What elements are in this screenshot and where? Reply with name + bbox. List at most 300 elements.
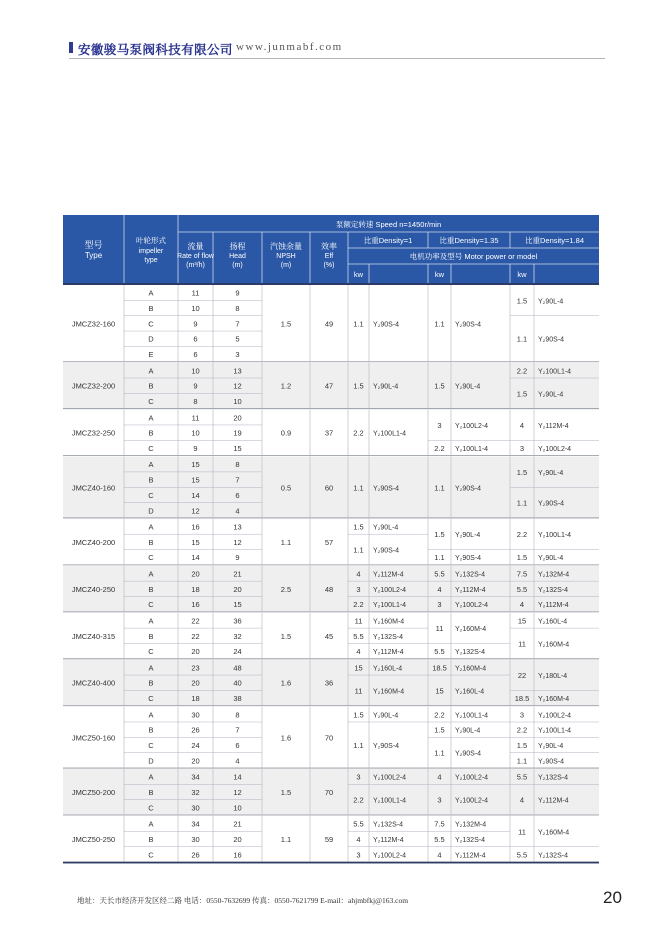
head-cell: 21: [233, 819, 242, 829]
flow-cell: 30: [191, 710, 200, 720]
motor-density2-kw-cell: 2.2: [434, 710, 445, 720]
motor-density2-kw-cell: 1.5: [434, 725, 445, 735]
flow-cell: 10: [191, 366, 200, 376]
motor-density2-model-cell: Y₂90S-4: [455, 750, 482, 758]
motor-density3-kw-cell: 15: [517, 616, 527, 626]
motor-density3-kw-cell: 2.2: [516, 725, 528, 735]
flow-cell: 16: [191, 600, 200, 610]
header-kw-3: kw: [517, 270, 527, 279]
motor-density3-kw-cell: 4: [519, 600, 525, 610]
motor-density1-kw-cell: 5.5: [353, 631, 364, 641]
npsh-cell: 0.9: [280, 428, 292, 438]
motor-density1-kw-cell: 11: [354, 686, 363, 696]
header-density-2: 比重Density=1.35: [439, 236, 499, 245]
head-cell: 6: [235, 741, 240, 751]
motor-density1-model-cell: Y₂132S-4: [373, 821, 403, 829]
impeller-cell: C: [148, 694, 154, 704]
impeller-cell: C: [148, 647, 154, 657]
motor-density1-kw-cell: 2.2: [353, 795, 364, 805]
motor-density3-model-cell: Y₂90S-4: [538, 758, 565, 766]
motor-density3-kw-cell: 22: [517, 671, 527, 681]
motor-density1-kw-cell: 1.5: [353, 522, 364, 532]
motor-density2-kw-cell: 1.1: [434, 553, 445, 563]
impeller-cell: C: [148, 397, 154, 407]
flow-cell: 15: [191, 537, 200, 547]
flow-cell: 12: [191, 506, 200, 516]
motor-density2-kw-cell: 1.5: [434, 530, 445, 540]
footer-contact: 地址：天长市经济开发区经二路 电话：0550-7632699 传真：0550-7621799 E-mail：ahjmbfkj@163.com: [77, 896, 409, 905]
motor-density3-kw-cell: 5.5: [516, 584, 528, 594]
impeller-cell: B: [148, 834, 154, 844]
impeller-cell: A: [148, 772, 154, 782]
motor-density2-kw-cell: 2.2: [434, 443, 445, 453]
motor-density1-model-cell: Y₂160L-4: [373, 665, 403, 673]
head-cell: 8: [235, 460, 240, 470]
head-cell: 24: [233, 647, 242, 657]
motor-density2-kw-cell: 1.1: [434, 319, 445, 329]
motor-density3-kw-cell: 1.5: [516, 553, 528, 563]
motor-density1-model-cell: Y₂100L2-4: [373, 586, 407, 594]
flow-cell: 10: [191, 304, 200, 314]
head-cell: 32: [233, 631, 242, 641]
motor-density1-kw-cell: 2.2: [353, 428, 364, 438]
header-head-cn: 扬程: [229, 242, 246, 251]
motor-density1-kw-cell: 1.5: [353, 381, 364, 391]
motor-density3-kw-cell: 2.2: [516, 530, 528, 540]
header-head-unit: (m): [232, 262, 243, 269]
npsh-cell: 1.5: [280, 631, 292, 641]
impeller-cell: B: [148, 381, 154, 391]
flow-cell: 6: [193, 350, 198, 360]
head-cell: 19: [233, 428, 242, 438]
motor-density3-model-cell: Y₂90S-4: [538, 336, 565, 344]
motor-density3-model-cell: Y₂90L-4: [538, 298, 564, 306]
impeller-cell: A: [148, 819, 154, 829]
impeller-cell: D: [148, 756, 154, 766]
motor-density3-model-cell: Y₂90L-4: [538, 391, 564, 399]
motor-density1-kw-cell: 2.2: [353, 600, 364, 610]
motor-density1-kw-cell: 4: [356, 834, 361, 844]
motor-density1-model-cell: Y₂90L-4: [373, 524, 399, 532]
head-cell: 3: [235, 350, 240, 360]
header-flow-unit: (m³/h): [186, 262, 205, 269]
model-cell: JMCZ50-200: [71, 787, 116, 797]
motor-density1-kw-cell: 3: [356, 584, 361, 594]
flow-cell: 11: [191, 288, 200, 298]
table-bottom-rule: [63, 862, 599, 864]
motor-density2-kw-cell: 3: [437, 600, 442, 610]
motor-density3-model-cell: Y₂180L-4: [538, 673, 568, 681]
flow-cell: 22: [191, 631, 200, 641]
motor-density2-model-cell: Y₂132M-4: [455, 821, 487, 829]
eff-cell: 36: [324, 678, 334, 688]
head-cell: 7: [235, 725, 240, 735]
header-divider: [69, 58, 605, 59]
npsh-cell: 2.5: [280, 584, 292, 594]
motor-density2-model-cell: Y₂90S-4: [455, 485, 482, 493]
page-number: 20: [603, 888, 622, 907]
head-cell: 10: [233, 397, 242, 407]
motor-density1-model-cell: Y₂100L1-4: [373, 430, 407, 438]
flow-cell: 9: [193, 381, 198, 391]
motor-density1-model-cell: Y₂112M-4: [373, 649, 404, 657]
flow-cell: 32: [191, 787, 200, 797]
header-motor: 电机功率及型号 Motor power or model: [409, 252, 538, 261]
impeller-cell: B: [148, 475, 154, 485]
header-kw-1: kw: [353, 270, 364, 279]
motor-density2-model-cell: Y₂160L-4: [455, 688, 485, 696]
motor-density2-kw-cell: 11: [435, 624, 444, 634]
model-cell: JMCZ32-250: [71, 428, 116, 438]
motor-density1-model-cell: Y₂90S-4: [373, 743, 400, 751]
pump-performance-table: [63, 215, 599, 860]
eff-cell: 70: [324, 733, 334, 743]
header-flow-en: Rate of flow: [177, 253, 214, 260]
motor-density2-kw-cell: 18.5: [432, 663, 447, 673]
eff-cell: 57: [324, 537, 334, 547]
motor-density3-model-cell: Y₂100L2-4: [538, 712, 572, 720]
impeller-cell: B: [148, 787, 154, 797]
motor-density2-kw-cell: 5.5: [434, 647, 445, 657]
motor-density3-kw-cell: 1.5: [516, 389, 528, 399]
motor-density1-kw-cell: 3: [356, 850, 361, 860]
eff-cell: 70: [324, 787, 334, 797]
motor-density3-kw-cell: 1.1: [516, 498, 528, 508]
head-cell: 9: [235, 288, 240, 298]
flow-cell: 9: [193, 443, 198, 453]
motor-density1-kw-cell: 5.5: [353, 819, 364, 829]
impeller-cell: C: [148, 850, 154, 860]
motor-density3-model-cell: Y₂112M-4: [538, 602, 569, 610]
impeller-cell: C: [148, 741, 154, 751]
motor-density2-model-cell: Y₂112M-4: [455, 852, 486, 860]
company-name: 安徽骏马泵阀科技有限公司: [78, 43, 233, 57]
motor-density3-model-cell: Y₂90L-4: [538, 469, 564, 477]
impeller-cell: A: [148, 460, 154, 470]
motor-density3-kw-cell: 2.2: [516, 366, 528, 376]
table-graphic: [63, 215, 599, 860]
impeller-cell: B: [148, 304, 154, 314]
npsh-cell: 1.5: [280, 787, 292, 797]
head-cell: 8: [235, 304, 240, 314]
impeller-cell: C: [148, 490, 154, 500]
motor-density1-model-cell: Y₂90S-4: [373, 485, 400, 493]
flow-cell: 23: [191, 663, 200, 673]
impeller-cell: A: [148, 366, 154, 376]
npsh-cell: 1.6: [280, 678, 292, 688]
impeller-cell: C: [148, 443, 154, 453]
flow-cell: 24: [191, 741, 200, 751]
motor-density2-kw-cell: 4: [437, 584, 442, 594]
motor-density2-kw-cell: 1.1: [434, 483, 445, 493]
head-cell: 20: [233, 584, 242, 594]
motor-density1-kw-cell: 1.1: [353, 483, 364, 493]
flow-cell: 16: [191, 522, 200, 532]
motor-density2-kw-cell: 3: [437, 795, 442, 805]
model-cell: JMCZ40-400: [71, 678, 116, 688]
motor-density2-model-cell: Y₂160M-4: [455, 665, 487, 673]
motor-density1-kw-cell: 4: [356, 647, 361, 657]
motor-density1-model-cell: Y₂160M-4: [373, 618, 405, 626]
impeller-cell: C: [148, 319, 154, 329]
model-cell: JMCZ32-200: [71, 381, 116, 391]
npsh-cell: 1.6: [280, 733, 292, 743]
motor-density3-model-cell: Y₂100L1-4: [538, 368, 572, 376]
npsh-cell: 1.5: [280, 319, 292, 329]
motor-density3-model-cell: Y₂132S-4: [538, 774, 568, 782]
impeller-cell: B: [148, 537, 154, 547]
motor-density2-model-cell: Y₂112M-4: [455, 586, 486, 594]
motor-density3-kw-cell: 18.5: [514, 694, 530, 704]
header-model-cn: 型号: [84, 240, 103, 250]
header-eff-unit: (%): [323, 262, 335, 269]
header-density-3: 比重Density=1.84: [525, 236, 584, 245]
motor-density2-kw-cell: 7.5: [434, 819, 445, 829]
impeller-cell: A: [148, 288, 154, 298]
impeller-cell: A: [148, 413, 154, 423]
motor-density2-model-cell: Y₂90L-4: [455, 532, 481, 540]
motor-density3-kw-cell: 5.5: [516, 772, 528, 782]
npsh-cell: 1.1: [280, 537, 292, 547]
flow-cell: 6: [193, 334, 198, 344]
head-cell: 13: [233, 522, 242, 532]
header-flow-cn: 流量: [187, 242, 204, 251]
impeller-cell: A: [148, 616, 154, 626]
model-cell: JMCZ40-250: [71, 584, 116, 594]
motor-density3-kw-cell: 11: [518, 639, 526, 649]
head-cell: 4: [235, 756, 240, 766]
motor-density2-model-cell: Y₂100L2-4: [455, 602, 489, 610]
header-impeller-en1: impeller: [138, 248, 164, 255]
motor-density1-model-cell: Y₂90S-4: [373, 321, 400, 329]
motor-density1-model-cell: Y₂100L2-4: [373, 852, 407, 860]
flow-cell: 11: [191, 413, 200, 423]
motor-density3-kw-cell: 1.1: [516, 334, 528, 344]
flow-cell: 20: [191, 678, 200, 688]
motor-density2-kw-cell: 5.5: [434, 834, 445, 844]
head-cell: 21: [233, 569, 242, 579]
header-npsh-cn: 汽蚀余量: [270, 242, 302, 251]
head-cell: 40: [233, 678, 242, 688]
head-cell: 7: [235, 319, 240, 329]
head-cell: 20: [233, 413, 242, 423]
motor-density2-model-cell: Y₂132S-4: [455, 836, 485, 844]
motor-density2-model-cell: Y₂90L-4: [455, 383, 481, 391]
flow-cell: 26: [191, 850, 200, 860]
header-npsh-unit: (m): [280, 262, 292, 269]
flow-cell: 20: [191, 756, 200, 766]
model-cell: JMCZ40-160: [71, 483, 116, 493]
motor-density1-model-cell: Y₂100L1-4: [373, 797, 407, 805]
motor-density2-model-cell: Y₂90S-4: [455, 321, 482, 329]
flow-cell: 18: [191, 694, 200, 704]
motor-density1-model-cell: Y₂100L1-4: [373, 602, 407, 610]
motor-density3-model-cell: Y₂100L1-4: [538, 532, 572, 540]
flow-cell: 20: [191, 647, 200, 657]
motor-density3-kw-cell: 3: [519, 710, 525, 720]
impeller-cell: B: [148, 631, 154, 641]
header-impeller-cn: 叶轮形式: [136, 236, 166, 245]
eff-cell: 37: [324, 428, 334, 438]
head-cell: 12: [233, 537, 242, 547]
motor-density3-kw-cell: 1.5: [516, 741, 528, 751]
motor-density2-model-cell: Y₂100L2-4: [455, 774, 489, 782]
impeller-cell: B: [148, 428, 154, 438]
motor-density2-kw-cell: 5.5: [434, 569, 445, 579]
flow-cell: 9: [193, 319, 198, 329]
head-cell: 10: [233, 803, 242, 813]
motor-density3-kw-cell: 4: [519, 420, 525, 430]
motor-density1-kw-cell: 4: [356, 569, 361, 579]
motor-density3-kw-cell: 1.5: [516, 467, 528, 477]
motor-density2-model-cell: Y₂90S-4: [455, 555, 482, 563]
motor-density2-model-cell: Y₂100L1-4: [455, 445, 489, 453]
head-cell: 4: [235, 506, 240, 516]
motor-density3-model-cell: Y₂100L2-4: [538, 445, 572, 453]
motor-density3-model-cell: Y₂112M-4: [538, 422, 569, 430]
motor-density2-model-cell: Y₂100L2-4: [455, 422, 489, 430]
eff-cell: 47: [324, 381, 334, 391]
motor-density3-kw-cell: 5.5: [516, 850, 528, 860]
motor-density1-model-cell: Y₂90S-4: [373, 547, 400, 555]
eff-cell: 49: [324, 319, 334, 329]
head-cell: 12: [233, 787, 242, 797]
header-density-1: 比重Density=1: [363, 236, 413, 245]
model-cell: JMCZ50-160: [71, 733, 116, 743]
motor-density1-model-cell: Y₂132S-4: [373, 633, 403, 641]
head-cell: 38: [233, 694, 242, 704]
motor-density3-model-cell: Y₂100L1-4: [538, 727, 572, 735]
header-head-en: Head: [229, 253, 246, 260]
motor-density2-model-cell: Y₂132S-4: [455, 649, 485, 657]
header-npsh-en: NPSH: [276, 253, 296, 260]
head-cell: 7: [235, 475, 240, 485]
head-cell: 12: [233, 381, 242, 391]
motor-density3-kw-cell: 3: [519, 443, 525, 453]
motor-density2-kw-cell: 15: [435, 686, 444, 696]
eff-cell: 48: [324, 584, 334, 594]
impeller-cell: C: [148, 600, 154, 610]
impeller-cell: B: [148, 678, 154, 688]
motor-density1-kw-cell: 15: [354, 663, 363, 673]
eff-cell: 45: [324, 631, 334, 641]
impeller-cell: A: [148, 569, 154, 579]
header-bottom-rule: [63, 283, 599, 285]
model-cell: JMCZ40-200: [71, 537, 116, 547]
motor-density3-model-cell: Y₂160M-4: [538, 641, 570, 649]
npsh-cell: 1.2: [280, 381, 292, 391]
motor-density3-kw-cell: 1.5: [516, 296, 528, 306]
motor-density3-model-cell: Y₂90L-4: [538, 743, 564, 751]
motor-density3-model-cell: Y₂112M-4: [538, 797, 569, 805]
header-eff-cn: 效率: [321, 242, 337, 251]
header-accent-bar: [69, 42, 73, 53]
motor-density2-kw-cell: 1.5: [434, 381, 445, 391]
flow-cell: 14: [191, 490, 200, 500]
eff-cell: 60: [324, 483, 334, 493]
model-cell: JMCZ50-250: [71, 834, 116, 844]
motor-density1-model-cell: Y₂90L-4: [373, 712, 399, 720]
motor-density3-kw-cell: 4: [519, 795, 525, 805]
head-cell: 48: [233, 663, 242, 673]
impeller-cell: A: [148, 663, 154, 673]
flow-cell: 15: [191, 460, 200, 470]
header-impeller-en2: type: [144, 257, 158, 264]
header-kw-2: kw: [434, 270, 445, 279]
motor-density2-kw-cell: 3: [437, 420, 442, 430]
head-cell: 6: [235, 490, 240, 500]
motor-density1-model-cell: Y₂100L2-4: [373, 774, 407, 782]
motor-density3-kw-cell: 11: [518, 827, 526, 837]
motor-density2-kw-cell: 4: [437, 850, 442, 860]
motor-density3-model-cell: Y₂160L-4: [538, 618, 568, 626]
flow-cell: 26: [191, 725, 200, 735]
motor-density2-model-cell: Y₂160M-4: [455, 626, 487, 634]
head-cell: 15: [233, 443, 242, 453]
motor-density2-model-cell: Y₂132S-4: [455, 571, 485, 579]
flow-cell: 14: [191, 553, 200, 563]
impeller-cell: D: [148, 334, 154, 344]
motor-density1-kw-cell: 11: [354, 616, 363, 626]
motor-density1-kw-cell: 1.1: [353, 545, 364, 555]
flow-cell: 30: [191, 803, 200, 813]
motor-density1-kw-cell: 3: [356, 772, 361, 782]
impeller-cell: A: [148, 522, 154, 532]
company-website[interactable]: www.junmabf.com: [236, 41, 343, 53]
impeller-cell: E: [148, 350, 154, 360]
motor-density1-model-cell: Y₂112M-4: [373, 836, 404, 844]
motor-density2-model-cell: Y₂90L-4: [455, 727, 481, 735]
motor-density2-model-cell: Y₂100L2-4: [455, 797, 489, 805]
motor-density2-kw-cell: 1.1: [434, 748, 445, 758]
head-cell: 15: [233, 600, 242, 610]
header-model-en: Type: [84, 251, 103, 260]
motor-density3-kw-cell: 7.5: [516, 569, 528, 579]
motor-density1-kw-cell: 1.1: [353, 741, 364, 751]
npsh-cell: 1.1: [280, 834, 292, 844]
flow-cell: 34: [191, 772, 200, 782]
motor-density3-model-cell: Y₂90S-4: [538, 500, 565, 508]
flow-cell: 34: [191, 819, 200, 829]
motor-density1-model-cell: Y₂90L-4: [373, 383, 399, 391]
model-cell: JMCZ40-315: [71, 631, 116, 641]
impeller-cell: D: [148, 506, 154, 516]
head-cell: 8: [235, 710, 240, 720]
npsh-cell: 0.5: [280, 483, 292, 493]
flow-cell: 22: [191, 616, 200, 626]
motor-density1-model-cell: Y₂160M-4: [373, 688, 405, 696]
flow-cell: 10: [191, 428, 200, 438]
impeller-cell: B: [148, 584, 154, 594]
flow-cell: 30: [191, 834, 200, 844]
motor-density2-kw-cell: 4: [437, 772, 442, 782]
motor-density3-model-cell: Y₂132S-4: [538, 586, 568, 594]
motor-density1-kw-cell: 1.5: [353, 710, 364, 720]
head-cell: 14: [233, 772, 242, 782]
motor-density3-model-cell: Y₂132S-4: [538, 852, 568, 860]
head-cell: 9: [235, 553, 240, 563]
motor-density3-model-cell: Y₂160M-4: [538, 696, 570, 704]
head-cell: 36: [233, 616, 242, 626]
eff-cell: 59: [324, 834, 334, 844]
impeller-cell: A: [148, 710, 154, 720]
motor-density3-model-cell: Y₂132M-4: [538, 571, 570, 579]
motor-density1-kw-cell: 1.1: [353, 319, 364, 329]
impeller-cell: C: [148, 803, 154, 813]
head-cell: 20: [233, 834, 242, 844]
flow-cell: 18: [191, 584, 200, 594]
head-cell: 16: [233, 850, 242, 860]
